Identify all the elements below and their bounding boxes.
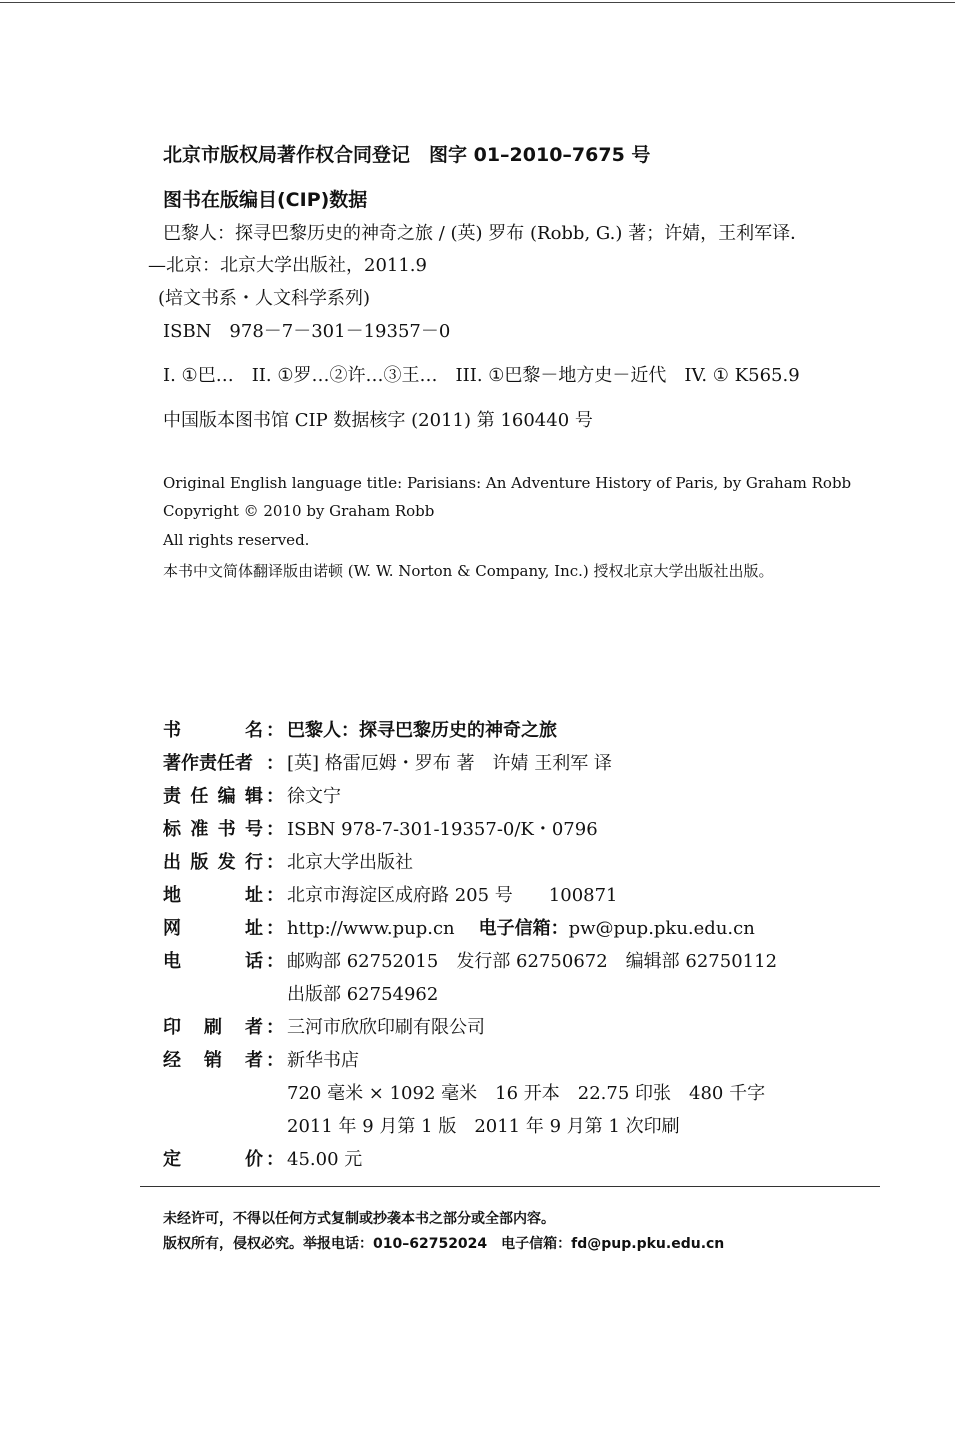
label-printer: 印 刷 者 <box>163 1017 263 1038</box>
label-distributor: 经 销 者 <box>163 1050 263 1071</box>
website-value: http://www.pup.cn <box>287 918 455 939</box>
printer-value: 三河市欣欣印刷有限公司 <box>287 1017 485 1038</box>
format-value: 720 毫米 × 1092 毫米 16 开本 22.75 印张 480 千字 <box>287 1083 766 1104</box>
top-border-line <box>0 2 955 3</box>
label-author: 著作责任者 <box>163 753 253 774</box>
label-title: 书 名 <box>163 720 263 741</box>
distributor-value: 新华书店 <box>287 1050 359 1071</box>
notice-line-2: 版权所有，侵权必究。举报电话：010–62752024 电子信箱：fd@pup.pku.edu.cn <box>163 1236 725 1252</box>
label-price: 定 价 <box>163 1149 263 1170</box>
copyright-line: Copyright © 2010 by Graham Robb <box>163 502 435 520</box>
notice-line-1: 未经许可，不得以任何方式复制或抄袭本书之部分或全部内容。 <box>163 1211 555 1227</box>
label-phone: 电 话 <box>163 951 263 972</box>
label-web: 网 址 <box>163 918 263 939</box>
email-value: pw@pup.pku.edu.cn <box>568 918 755 939</box>
cip-isbn: ISBN 978－7－301－19357－0 <box>163 321 451 342</box>
author-value: [英] 格雷厄姆・罗布 著 许婧 王利军 译 <box>287 753 612 774</box>
cip-heading: 图书在版编目(CIP)数据 <box>163 189 368 211</box>
copyright-registration: 北京市版权局著作权合同登记 图字 01–2010–7675 号 <box>163 144 651 166</box>
book-title-value: 巴黎人：探寻巴黎历史的神奇之旅 <box>287 720 557 741</box>
cip-line-2: —北京：北京大学出版社，2011.9 <box>148 255 427 276</box>
phone-value-2: 出版部 62754962 <box>287 984 439 1005</box>
edition-value: 2011 年 9 月第 1 版 2011 年 9 月第 1 次印刷 <box>287 1116 680 1137</box>
isbn-value: ISBN 978-7-301-19357-0/K・0796 <box>287 819 598 840</box>
translation-license: 本书中文简体翻译版由诺顿 (W. W. Norton & Company, Inc.) 授权北京大学出版社出版。 <box>163 562 774 580</box>
label-address: 地 址 <box>163 885 263 906</box>
address-value: 北京市海淀区成府路 205 号 100871 <box>287 885 618 906</box>
divider-line <box>140 1186 880 1187</box>
cip-check-number: 中国版本图书馆 CIP 数据核字 (2011) 第 160440 号 <box>163 410 593 431</box>
phone-value-1: 邮购部 62752015 发行部 62750672 编辑部 62750112 <box>287 951 778 972</box>
email-label: 电子信箱： <box>478 918 569 939</box>
cip-line-1: 巴黎人：探寻巴黎历史的神奇之旅 / (英) 罗布 (Robb, G.) 著；许婧，王利军译． <box>163 223 809 244</box>
label-editor: 责 任 编 辑 <box>163 786 263 807</box>
cip-classification: I. ①巴… II. ①罗…②许…③王… III. ①巴黎－地方史－近代 IV. ① K565.9 <box>163 365 800 386</box>
label-publisher: 出 版 发 行 <box>163 852 263 873</box>
original-title: Original English language title: Parisians: An Adventure History of Paris, by Graham Robb <box>163 474 852 492</box>
cip-line-3: (培文书系・人文科学系列) <box>158 288 371 309</box>
publisher-value: 北京大学出版社 <box>287 852 413 873</box>
price-value: 45.00 元 <box>287 1149 363 1170</box>
rights-reserved: All rights reserved. <box>163 531 310 549</box>
editor-value: 徐文宁 <box>287 786 341 807</box>
label-isbn: 标 准 书 号 <box>163 819 263 840</box>
